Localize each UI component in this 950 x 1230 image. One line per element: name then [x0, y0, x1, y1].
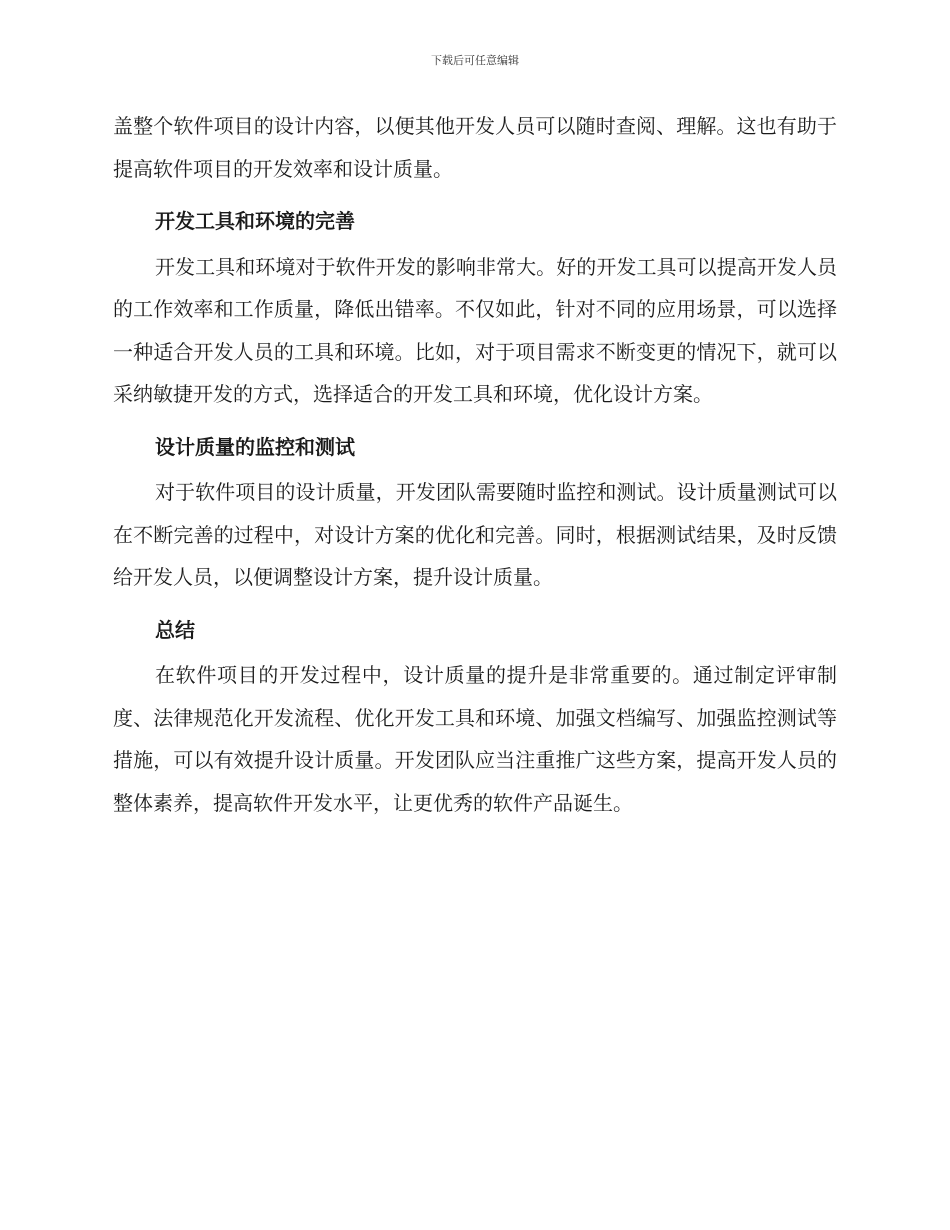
page-header: 下载后可任意编辑 [431, 54, 519, 67]
section-heading-tools-environment: 开发工具和环境的完善 [155, 209, 355, 233]
section-paragraph-tools-environment: 开发工具和环境对于软件开发的影响非常大。好的开发工具可以提高开发人员的工作效率和工作质量，降低出错率。不仅如此，针对不同的应用场景，可以选择一种适合开发人员的工具和环境。比如，对于项目需求不断变更的情况下，就可以采纳敏捷开发的方式，选择适合的开发工具和环境，优化设计方案。 [113, 254, 837, 406]
section-heading-quality-monitoring: 设计质量的监控和测试 [155, 434, 355, 459]
section-paragraph-summary: 在软件项目的开发过程中，设计质量的提升是非常重要的。通过制定评审制度、法律规范化开发流程、优化开发工具和环境、加强文档编写、加强监控测试等措施，可以有效提升设计质量。开发团队应当注重推广这些方案，提高开发人员的整体素养，提高软件开发水平，让更优秀的软件产品诞生。 [113, 663, 837, 815]
document-body [113, 105, 837, 824]
section-heading-summary: 总结 [155, 617, 195, 642]
section-paragraph-quality-monitoring: 对于软件项目的设计质量，开发团队需要随时监控和测试。设计质量测试可以在不断完善的过程中，对设计方案的优化和完善。同时，根据测试结果，及时反馈给开发人员，以便调整设计方案，提升设计质量。 [113, 480, 837, 589]
intro-paragraph: 盖整个软件项目的设计内容，以便其他开发人员可以随时查阅、理解。这也有助于提高软件项目的开发效率和设计质量。 [113, 114, 837, 181]
